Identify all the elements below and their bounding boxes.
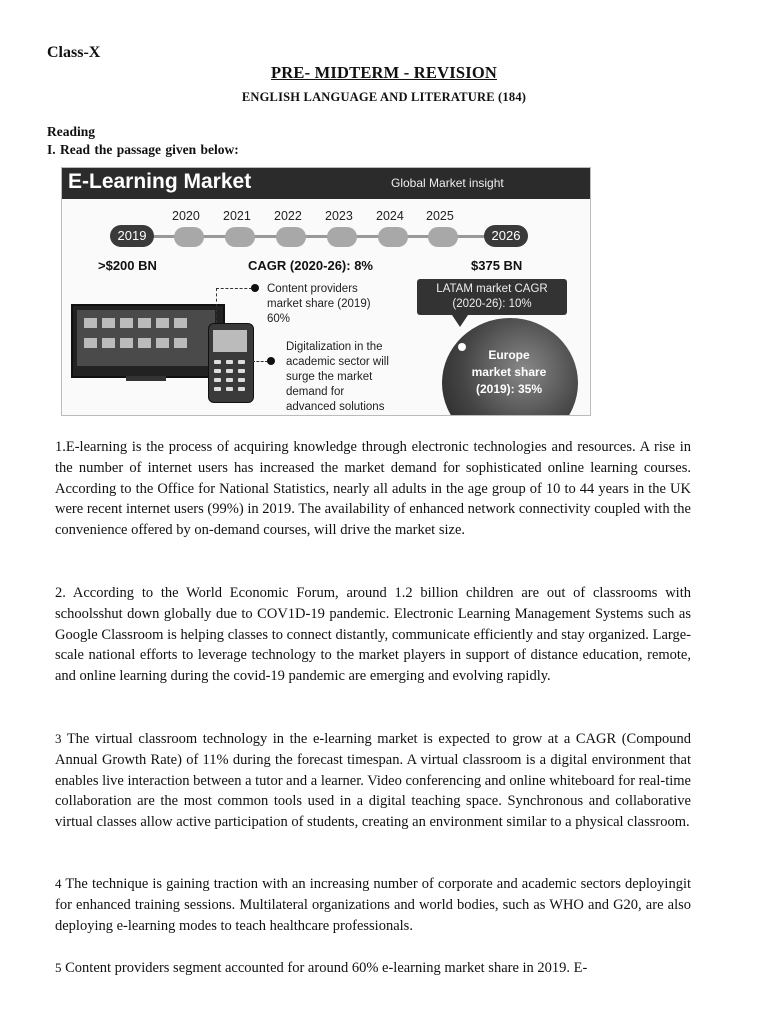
paragraph-5: 5 Content providers segment accounted for around 60% e-learning market share in 2019. E- bbox=[55, 960, 588, 976]
timeline-dot bbox=[428, 227, 458, 247]
class-label: Class-X bbox=[47, 44, 101, 61]
tv-app-tile bbox=[174, 338, 187, 348]
phone-key bbox=[238, 387, 245, 391]
tv-app-tile bbox=[120, 338, 133, 348]
phone-key bbox=[238, 369, 245, 373]
connector-line bbox=[216, 288, 252, 289]
phone-key bbox=[226, 369, 233, 373]
infographic-title: E-Learning Market bbox=[68, 170, 252, 193]
tv-app-tile bbox=[138, 338, 151, 348]
tv-app-tile bbox=[84, 338, 97, 348]
connector-dot bbox=[267, 357, 275, 365]
tv-app-tile bbox=[102, 318, 115, 328]
connector-dot bbox=[251, 284, 259, 292]
section-heading: Reading bbox=[47, 124, 96, 139]
timeline-dot bbox=[276, 227, 306, 247]
note-digitalization: Digitalization in the academic sector will surge the market demand for advanced solutions bbox=[286, 341, 389, 413]
infographic-subtitle: Global Market insight bbox=[391, 176, 504, 190]
phone-key bbox=[214, 369, 221, 373]
paragraph-2: 2. According to the World Economic Forum, around 1.2 billion children are out of classrooms with schoolsshut down globally due to COV1D-19 pandemic. Electronic Learning Management Systems such as Google Classroom is helping classes to connect distantly, communicate efficiently and stay organized. Large-scale national efforts to leverage technology to the market players in support of distance education, remote, and online learning during the covid-19 pandemic are emerging and evolving rapidly. bbox=[55, 585, 691, 685]
tv-app-tile bbox=[156, 318, 169, 328]
phone-key bbox=[226, 378, 233, 382]
callout-latam: LATAM market CAGR (2020-26): 10% bbox=[417, 279, 567, 315]
connector-line bbox=[216, 288, 217, 323]
phone-key bbox=[226, 387, 233, 391]
phone-key bbox=[214, 387, 221, 391]
tv-stand bbox=[126, 376, 166, 381]
timeline-dot bbox=[378, 227, 408, 247]
note-content-providers: Content providers market share (2019) 60% bbox=[267, 283, 371, 325]
callout-pointer bbox=[452, 315, 468, 327]
stat-cagr: CAGR (2020-26): 8% bbox=[248, 258, 373, 273]
timeline-year-start: 2019 bbox=[110, 225, 154, 247]
phone-screen bbox=[213, 330, 247, 352]
stat-start-value: >$200 BN bbox=[98, 258, 157, 273]
connector-line bbox=[252, 361, 268, 362]
page-title: PRE- MIDTERM - REVISION bbox=[271, 63, 497, 82]
tv-app-tile bbox=[138, 318, 151, 328]
phone-key bbox=[226, 360, 233, 364]
timeline-dot bbox=[225, 227, 255, 247]
instruction-text: I. Read the passage given below: bbox=[47, 142, 239, 157]
phone-key bbox=[238, 360, 245, 364]
timeline-year-label: 2023 bbox=[325, 209, 353, 223]
phone-key bbox=[238, 378, 245, 382]
timeline-year-label: 2020 bbox=[172, 209, 200, 223]
tv-app-tile bbox=[102, 338, 115, 348]
phone-key bbox=[214, 378, 221, 382]
paragraph-3: 3 The virtual classroom technology in the e-learning market is expected to grow at a CAGR (Compound Annual Growth Rate) of 11% during the forecast timespan. A virtual classroom is a digital environment that enables live interaction between a tutor and a learner. Video conferencing and online whiteboard for real-time collaboration are the most common tools used in a digital teaching space. Synchronous and collaborative virtual classes allow active participation of students, creating an environment similar to a physical classroom. bbox=[55, 731, 691, 831]
tv-app-tile bbox=[156, 338, 169, 348]
tv-app-tile bbox=[120, 318, 133, 328]
tv-app-tile bbox=[174, 318, 187, 328]
timeline-year-end: 2026 bbox=[484, 225, 528, 247]
phone-key bbox=[214, 360, 221, 364]
timeline-year-label: 2021 bbox=[223, 209, 251, 223]
timeline-year-label: 2024 bbox=[376, 209, 404, 223]
infographic-image bbox=[61, 167, 591, 416]
globe-europe-share: Europe market share (2019): 35% bbox=[471, 348, 547, 396]
stat-end-value: $375 BN bbox=[471, 258, 523, 273]
paragraph-1: 1.E-learning is the process of acquiring knowledge through electronic technologies and resources. A rise in the number of internet users has increased the market demand for sophisticated online learning courses. According to the Office for National Statistics, nearly all adults in the age group of 10 to 44 years in the UK were recent internet users (99%) in 2019. The availability of enhanced network connectivity coupled with the convenience offered by on-demand courses, will drive the market size. bbox=[55, 439, 691, 539]
paragraph-4: 4 The technique is gaining traction with an increasing number of corporate and academic sectors deployingit for enhanced training sessions. Multilateral organizations and world bodies, such as WHO and G20, are also deploying e-learning modes to teach healthcare professionals. bbox=[55, 876, 691, 934]
timeline-dot bbox=[327, 227, 357, 247]
timeline-year-label: 2025 bbox=[426, 209, 454, 223]
page-subtitle: ENGLISH LANGUAGE AND LITERATURE (184) bbox=[241, 90, 527, 104]
tv-app-tile bbox=[84, 318, 97, 328]
timeline-dot bbox=[174, 227, 204, 247]
timeline-year-label: 2022 bbox=[274, 209, 302, 223]
